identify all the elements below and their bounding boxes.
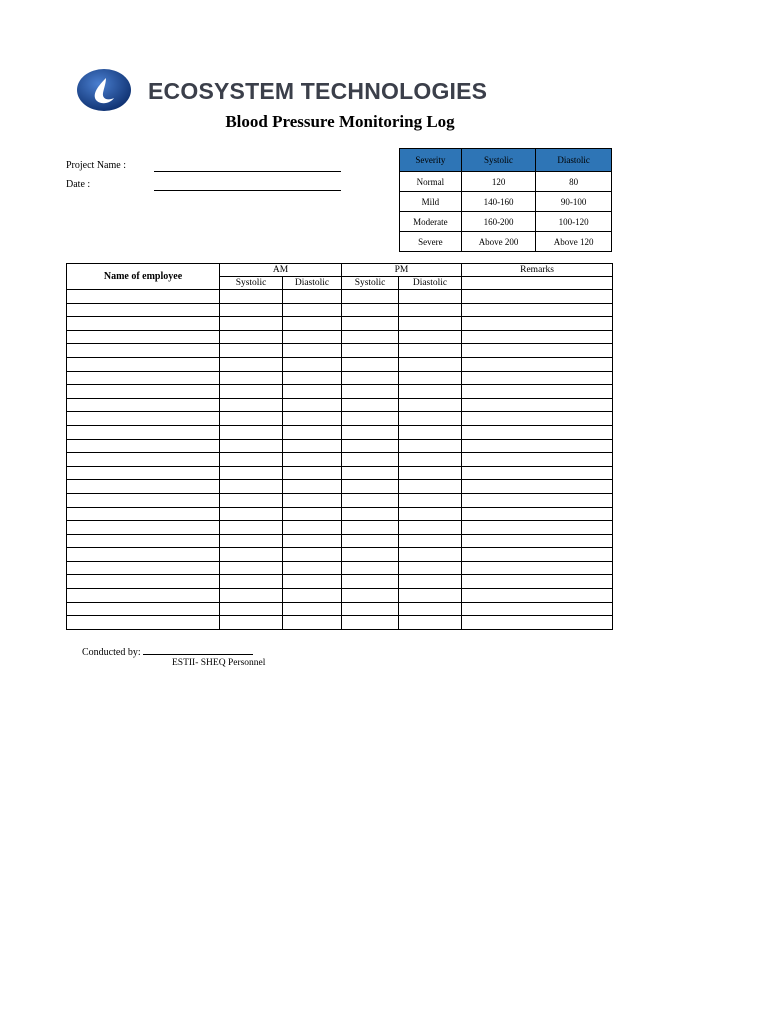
log-row [67, 425, 613, 439]
severity-cell: Mild [400, 192, 462, 212]
name-cell[interactable] [67, 534, 220, 548]
am-diastolic-cell[interactable] [283, 616, 342, 630]
am-diastolic-cell[interactable] [283, 480, 342, 494]
pm-systolic-cell[interactable] [342, 507, 399, 521]
pm-diastolic-cell[interactable] [399, 317, 462, 331]
remarks-cell[interactable] [462, 371, 613, 385]
am-diastolic-cell[interactable] [283, 453, 342, 467]
log-row [67, 616, 613, 630]
name-cell[interactable] [67, 561, 220, 575]
am-diastolic-cell[interactable] [283, 357, 342, 371]
am-systolic-cell[interactable] [220, 371, 283, 385]
remarks-cell[interactable] [462, 344, 613, 358]
pm-systolic-cell[interactable] [342, 425, 399, 439]
log-row [67, 439, 613, 453]
name-of-employee-header: Name of employee [67, 264, 220, 290]
pm-diastolic-cell[interactable] [399, 480, 462, 494]
pm-systolic-cell[interactable] [342, 439, 399, 453]
remarks-cell[interactable] [462, 548, 613, 562]
pm-diastolic-cell[interactable] [399, 466, 462, 480]
pm-systolic-cell[interactable] [342, 548, 399, 562]
log-table [66, 263, 613, 630]
project-name-label: Project Name : [66, 160, 126, 171]
remarks-cell[interactable] [462, 453, 613, 467]
pm-systolic-cell[interactable] [342, 412, 399, 426]
pm-systolic-cell[interactable] [342, 521, 399, 535]
pm-systolic-cell[interactable] [342, 575, 399, 589]
am-systolic-cell[interactable] [220, 480, 283, 494]
name-cell[interactable] [67, 439, 220, 453]
am-diastolic-cell[interactable] [283, 602, 342, 616]
pm-diastolic-cell[interactable] [399, 344, 462, 358]
diastolic-cell: Above 120 [536, 232, 612, 252]
am-systolic-cell[interactable] [220, 561, 283, 575]
remarks-cell[interactable] [462, 290, 613, 304]
remarks-cell[interactable] [462, 357, 613, 371]
am-systolic-cell[interactable] [220, 412, 283, 426]
log-row [67, 602, 613, 616]
pm-systolic-header: Systolic [342, 277, 399, 290]
remarks-cell[interactable] [462, 439, 613, 453]
am-systolic-cell[interactable] [220, 317, 283, 331]
name-cell[interactable] [67, 317, 220, 331]
pm-diastolic-cell[interactable] [399, 385, 462, 399]
am-diastolic-cell[interactable] [283, 521, 342, 535]
log-row [67, 575, 613, 589]
company-logo-icon [76, 68, 132, 112]
am-diastolic-header: Diastolic [283, 277, 342, 290]
am-diastolic-cell[interactable] [283, 561, 342, 575]
log-row [67, 412, 613, 426]
pm-diastolic-cell[interactable] [399, 602, 462, 616]
project-name-field[interactable] [66, 160, 346, 174]
am-systolic-cell[interactable] [220, 493, 283, 507]
diastolic-cell: 80 [536, 172, 612, 192]
log-row [67, 357, 613, 371]
log-row [67, 317, 613, 331]
am-systolic-cell[interactable] [220, 507, 283, 521]
log-row [67, 453, 613, 467]
name-cell[interactable] [67, 303, 220, 317]
personnel-label: ESTII- SHEQ Personnel [172, 658, 266, 668]
name-cell[interactable] [67, 412, 220, 426]
log-body [67, 290, 613, 630]
name-cell[interactable] [67, 493, 220, 507]
am-systolic-cell[interactable] [220, 398, 283, 412]
am-diastolic-cell[interactable] [283, 290, 342, 304]
am-diastolic-cell[interactable] [283, 425, 342, 439]
remarks-header: Remarks [462, 264, 613, 277]
name-cell[interactable] [67, 385, 220, 399]
remarks-cell[interactable] [462, 602, 613, 616]
am-systolic-cell[interactable] [220, 357, 283, 371]
am-diastolic-cell[interactable] [283, 330, 342, 344]
date-label: Date : [66, 179, 91, 190]
name-cell[interactable] [67, 602, 220, 616]
pm-systolic-cell[interactable] [342, 534, 399, 548]
pm-diastolic-cell[interactable] [399, 290, 462, 304]
am-systolic-cell[interactable] [220, 466, 283, 480]
severity-header-row [400, 149, 612, 172]
pm-diastolic-cell[interactable] [399, 493, 462, 507]
remarks-cell[interactable] [462, 480, 613, 494]
pm-diastolic-cell[interactable] [399, 357, 462, 371]
severity-header: Severity [400, 149, 462, 172]
remarks-cell[interactable] [462, 303, 613, 317]
log-row [67, 466, 613, 480]
severity-cell: Severe [400, 232, 462, 252]
am-systolic-cell[interactable] [220, 439, 283, 453]
pm-diastolic-cell[interactable] [399, 534, 462, 548]
log-row [67, 398, 613, 412]
pm-systolic-cell[interactable] [342, 493, 399, 507]
pm-diastolic-cell[interactable] [399, 561, 462, 575]
am-systolic-header: Systolic [220, 277, 283, 290]
name-cell[interactable] [67, 371, 220, 385]
systolic-cell: 120 [461, 172, 536, 192]
am-diastolic-cell[interactable] [283, 317, 342, 331]
name-cell[interactable] [67, 466, 220, 480]
am-diastolic-cell[interactable] [283, 303, 342, 317]
pm-diastolic-cell[interactable] [399, 616, 462, 630]
remarks-cell[interactable] [462, 589, 613, 603]
pm-systolic-cell[interactable] [342, 357, 399, 371]
remarks-cell[interactable] [462, 575, 613, 589]
log-row [67, 534, 613, 548]
date-field[interactable] [66, 179, 346, 193]
pm-header: PM [342, 264, 462, 277]
am-diastolic-cell[interactable] [283, 439, 342, 453]
remarks-cell[interactable] [462, 425, 613, 439]
pm-diastolic-cell[interactable] [399, 521, 462, 535]
am-diastolic-cell[interactable] [283, 466, 342, 480]
pm-systolic-cell[interactable] [342, 303, 399, 317]
pm-systolic-cell[interactable] [342, 398, 399, 412]
diastolic-header: Diastolic [536, 149, 612, 172]
am-systolic-cell[interactable] [220, 344, 283, 358]
severity-row-mild [400, 192, 612, 212]
am-diastolic-cell[interactable] [283, 385, 342, 399]
am-diastolic-cell[interactable] [283, 412, 342, 426]
project-name-line[interactable] [154, 171, 341, 172]
name-cell[interactable] [67, 480, 220, 494]
remarks-cell[interactable] [462, 616, 613, 630]
am-systolic-cell[interactable] [220, 453, 283, 467]
am-systolic-cell[interactable] [220, 330, 283, 344]
log-row [67, 385, 613, 399]
severity-cell: Normal [400, 172, 462, 192]
date-line[interactable] [154, 190, 341, 191]
am-diastolic-cell[interactable] [283, 344, 342, 358]
log-row [67, 493, 613, 507]
am-diastolic-cell[interactable] [283, 493, 342, 507]
am-systolic-cell[interactable] [220, 548, 283, 562]
remarks-subheader [462, 277, 613, 290]
pm-systolic-cell[interactable] [342, 480, 399, 494]
pm-systolic-cell[interactable] [342, 589, 399, 603]
page-title: Blood Pressure Monitoring Log [225, 112, 455, 131]
log-row [67, 344, 613, 358]
am-diastolic-cell[interactable] [283, 371, 342, 385]
am-diastolic-cell[interactable] [283, 507, 342, 521]
pm-diastolic-cell[interactable] [399, 507, 462, 521]
pm-diastolic-cell[interactable] [399, 439, 462, 453]
remarks-cell[interactable] [462, 507, 613, 521]
log-header-row [67, 264, 613, 277]
systolic-cell: Above 200 [461, 232, 536, 252]
pm-systolic-cell[interactable] [342, 290, 399, 304]
pm-systolic-cell[interactable] [342, 385, 399, 399]
remarks-cell[interactable] [462, 561, 613, 575]
log-row [67, 507, 613, 521]
name-cell[interactable] [67, 575, 220, 589]
remarks-cell[interactable] [462, 493, 613, 507]
systolic-header: Systolic [461, 149, 536, 172]
am-systolic-cell[interactable] [220, 303, 283, 317]
remarks-cell[interactable] [462, 398, 613, 412]
log-row [67, 521, 613, 535]
severity-cell: Moderate [400, 212, 462, 232]
diastolic-cell: 90-100 [536, 192, 612, 212]
pm-diastolic-cell[interactable] [399, 303, 462, 317]
am-systolic-cell[interactable] [220, 534, 283, 548]
pm-diastolic-header: Diastolic [399, 277, 462, 290]
remarks-cell[interactable] [462, 330, 613, 344]
log-row [67, 548, 613, 562]
company-name: ECOSYSTEM TECHNOLOGIES [148, 78, 488, 104]
pm-diastolic-cell[interactable] [399, 371, 462, 385]
pm-systolic-cell[interactable] [342, 371, 399, 385]
log-row [67, 371, 613, 385]
conducted-by-line [82, 645, 253, 658]
pm-diastolic-cell[interactable] [399, 589, 462, 603]
am-systolic-cell[interactable] [220, 602, 283, 616]
am-diastolic-cell[interactable] [283, 575, 342, 589]
remarks-cell[interactable] [462, 466, 613, 480]
am-diastolic-cell[interactable] [283, 548, 342, 562]
pm-systolic-cell[interactable] [342, 453, 399, 467]
conducted-by-signature-line[interactable] [143, 645, 253, 655]
name-cell[interactable] [67, 330, 220, 344]
name-cell[interactable] [67, 521, 220, 535]
name-cell[interactable] [67, 616, 220, 630]
log-row [67, 480, 613, 494]
am-systolic-cell[interactable] [220, 425, 283, 439]
severity-row-normal [400, 172, 612, 192]
name-cell[interactable] [67, 290, 220, 304]
am-diastolic-cell[interactable] [283, 589, 342, 603]
log-row [67, 330, 613, 344]
pm-diastolic-cell[interactable] [399, 425, 462, 439]
pm-diastolic-cell[interactable] [399, 453, 462, 467]
name-cell[interactable] [67, 548, 220, 562]
name-cell[interactable] [67, 589, 220, 603]
am-systolic-cell[interactable] [220, 589, 283, 603]
severity-row-severe [400, 232, 612, 252]
am-diastolic-cell[interactable] [283, 398, 342, 412]
log-row [67, 303, 613, 317]
pm-diastolic-cell[interactable] [399, 398, 462, 412]
am-diastolic-cell[interactable] [283, 534, 342, 548]
remarks-cell[interactable] [462, 412, 613, 426]
name-cell[interactable] [67, 344, 220, 358]
remarks-cell[interactable] [462, 385, 613, 399]
pm-systolic-cell[interactable] [342, 466, 399, 480]
pm-diastolic-cell[interactable] [399, 330, 462, 344]
log-row [67, 561, 613, 575]
pm-diastolic-cell[interactable] [399, 548, 462, 562]
pm-diastolic-cell[interactable] [399, 412, 462, 426]
pm-systolic-cell[interactable] [342, 616, 399, 630]
pm-systolic-cell[interactable] [342, 602, 399, 616]
remarks-cell[interactable] [462, 534, 613, 548]
am-systolic-cell[interactable] [220, 616, 283, 630]
name-cell[interactable] [67, 507, 220, 521]
name-cell[interactable] [67, 425, 220, 439]
name-cell[interactable] [67, 357, 220, 371]
name-cell[interactable] [67, 398, 220, 412]
diastolic-cell: 100-120 [536, 212, 612, 232]
log-row [67, 290, 613, 304]
remarks-cell[interactable] [462, 521, 613, 535]
remarks-cell[interactable] [462, 317, 613, 331]
am-header: AM [220, 264, 342, 277]
pm-systolic-cell[interactable] [342, 344, 399, 358]
am-systolic-cell[interactable] [220, 290, 283, 304]
pm-systolic-cell[interactable] [342, 561, 399, 575]
systolic-cell: 140-160 [461, 192, 536, 212]
conducted-by-label: Conducted by: [82, 647, 141, 658]
severity-table [399, 148, 612, 252]
name-cell[interactable] [67, 453, 220, 467]
log-row [67, 589, 613, 603]
severity-row-moderate [400, 212, 612, 232]
pm-systolic-cell[interactable] [342, 330, 399, 344]
pm-diastolic-cell[interactable] [399, 575, 462, 589]
am-systolic-cell[interactable] [220, 521, 283, 535]
am-systolic-cell[interactable] [220, 385, 283, 399]
pm-systolic-cell[interactable] [342, 317, 399, 331]
am-systolic-cell[interactable] [220, 575, 283, 589]
systolic-cell: 160-200 [461, 212, 536, 232]
